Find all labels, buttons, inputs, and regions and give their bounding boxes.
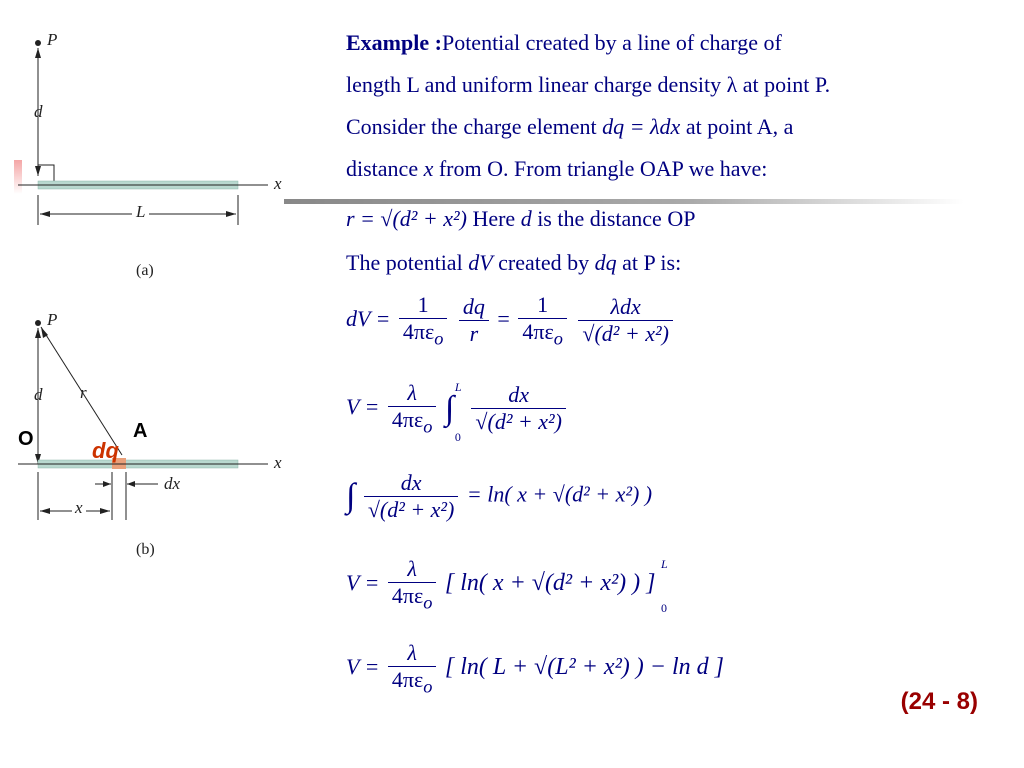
- eq1-f1-den-sub: o: [434, 328, 444, 349]
- arrow-left-icon: [40, 211, 50, 217]
- arrow-left-icon: [127, 481, 135, 487]
- eq4-fraction: [388, 556, 437, 613]
- eq1-f4-den: √(d² + x²): [578, 320, 673, 347]
- arrow-down-icon: [35, 166, 41, 176]
- fig-b-label-x-axis: x: [274, 453, 282, 472]
- line5-text-c: is the distance OP: [531, 206, 696, 231]
- line3-text-a: Consider the charge element: [346, 114, 603, 139]
- line4-x: x: [423, 156, 434, 181]
- eq4-body: [ ln( x + √(d² + x²) ) ]: [444, 569, 656, 596]
- fig-a-label-p: P: [47, 30, 58, 49]
- line4-text-a: distance: [346, 156, 424, 181]
- text-line-1: [346, 30, 782, 56]
- eq3-f-num: dx: [400, 470, 422, 495]
- eq5-f-num: λ: [407, 640, 417, 665]
- eq1-fraction-2: [459, 294, 489, 347]
- eq2-integral-group: [444, 379, 463, 444]
- fig-b-label-p: P: [47, 310, 58, 329]
- line3-text-b: at point A, a: [680, 114, 794, 139]
- fig-b-caption: (b): [136, 541, 155, 558]
- text-line-2: length L and uniform linear charge density λ at point P.: [346, 72, 831, 97]
- eq2-fraction-2: [471, 382, 566, 435]
- eq4-f-den-main: 4πε: [391, 583, 424, 608]
- eq2-f1-num: λ: [407, 380, 417, 405]
- eq1-f3-den-sub: o: [553, 328, 563, 349]
- integral-sign: ∫: [444, 389, 455, 427]
- eq2-lower-limit: 0: [454, 429, 461, 444]
- fig-b-label-r: r: [80, 383, 87, 402]
- eq4-upper-limit: L: [661, 556, 668, 571]
- line6-text-c: at P is:: [616, 250, 682, 275]
- eq4-f-den: [388, 582, 437, 613]
- arrow-up-icon: [35, 328, 41, 338]
- eq1-fraction-4: [578, 294, 673, 347]
- eq5-f-den: [388, 666, 437, 697]
- text-line-3: [346, 114, 793, 140]
- eq5-f-den-sub: o: [423, 676, 433, 697]
- eq2-f2-den: √(d² + x²): [471, 408, 566, 435]
- figure-a: [18, 40, 268, 225]
- fig-a-label-x: x: [274, 174, 282, 193]
- line4-text-b: from O. From triangle OAP we have:: [433, 156, 768, 181]
- fig-b-label-dx: dx: [164, 474, 181, 493]
- slide-number: (24 - 8): [900, 688, 978, 715]
- eq5-body: [ ln( L + √(L² + x²) ) − ln d ]: [444, 653, 724, 680]
- arrow-right-icon: [100, 508, 110, 514]
- eq1-equals: =: [497, 305, 510, 331]
- line1-text: Potential created by a line of charge of: [441, 30, 782, 55]
- eq1-f2-den: r: [459, 320, 489, 347]
- eq4-lower-limit: 0: [661, 600, 667, 615]
- eq1-f2-num: dq: [462, 294, 485, 320]
- eq2-fraction-1: [388, 380, 437, 437]
- eq5-lhs: V =: [346, 653, 380, 679]
- line6-text-b: created by: [492, 250, 595, 275]
- eq2-f2-num: dx: [508, 382, 530, 408]
- fig-a-caption: (a): [136, 262, 154, 279]
- equation-v-evaluated: [346, 556, 673, 613]
- fig-b-label-a: A: [133, 420, 148, 442]
- dq-definition: dq = λdx: [602, 114, 681, 139]
- fig-b-label-o: O: [18, 428, 34, 450]
- equation-v-final: [346, 640, 724, 697]
- eq2-f1-den-sub: o: [423, 416, 433, 437]
- r-equation: r = √(d² + x²): [346, 206, 467, 231]
- eq1-fraction-1: [399, 292, 448, 349]
- example-label: Example :: [346, 30, 442, 55]
- equation-dv: [346, 292, 676, 349]
- eq1-f3-den-main: 4πε: [522, 319, 554, 344]
- eq5-fraction: [388, 640, 437, 697]
- fig-b-label-x: x: [72, 498, 86, 518]
- point-p-dot: [35, 40, 41, 46]
- fig-b-label-dq: dq: [92, 438, 119, 463]
- eq3-rhs: = ln( x + √(d² + x²) ): [466, 481, 653, 507]
- eq2-f1-den-main: 4πε: [391, 407, 424, 432]
- text-line-5: [346, 206, 695, 232]
- eq2-f1-den: [388, 406, 437, 437]
- text-line-6: [346, 250, 681, 276]
- eq2-upper-limit: L: [454, 379, 462, 394]
- eq4-limits: [661, 556, 673, 615]
- text-line-4: [346, 156, 767, 182]
- eq2-lhs: V =: [346, 393, 380, 419]
- eq3-f-den: √(d² + x²): [364, 496, 459, 523]
- eq3-fraction: [364, 470, 459, 523]
- equation-integral-identity: [346, 470, 652, 523]
- figure-panel: [0, 0, 300, 600]
- fig-b-label-d: d: [34, 385, 43, 404]
- eq1-lhs: dV =: [346, 305, 391, 331]
- integral-sign: ∫: [346, 477, 356, 515]
- point-p-dot: [35, 320, 41, 326]
- eq4-lhs: V =: [346, 569, 380, 595]
- eq1-f1-den: [399, 318, 448, 349]
- eq1-f1-den-main: 4πε: [402, 319, 435, 344]
- line5-text-b: Here: [466, 206, 521, 231]
- eq1-f1-num: 1: [417, 292, 429, 317]
- eq1-fraction-3: [518, 292, 567, 349]
- eq1-f3-den: [518, 318, 567, 349]
- line6-dq: dq: [594, 250, 617, 275]
- fig-a-label-d: d: [34, 102, 43, 121]
- arrow-left-icon: [40, 508, 50, 514]
- eq4-f-num: λ: [407, 556, 417, 581]
- eq1-f4-num: λdx: [610, 294, 641, 320]
- equation-v-integral: [346, 379, 569, 444]
- eq1-f3-num: 1: [537, 292, 549, 317]
- eq4-f-den-sub: o: [423, 592, 433, 613]
- line5-d: d: [520, 206, 532, 231]
- arrow-right-icon: [103, 481, 111, 487]
- line6-dv: dV: [468, 250, 493, 275]
- line6-text-a: The potential: [346, 250, 469, 275]
- fig-a-label-l: L: [132, 202, 149, 222]
- arrow-up-icon: [35, 48, 41, 58]
- eq5-f-den-main: 4πε: [391, 667, 424, 692]
- divider-rule: [284, 199, 964, 204]
- arrow-right-icon: [226, 211, 236, 217]
